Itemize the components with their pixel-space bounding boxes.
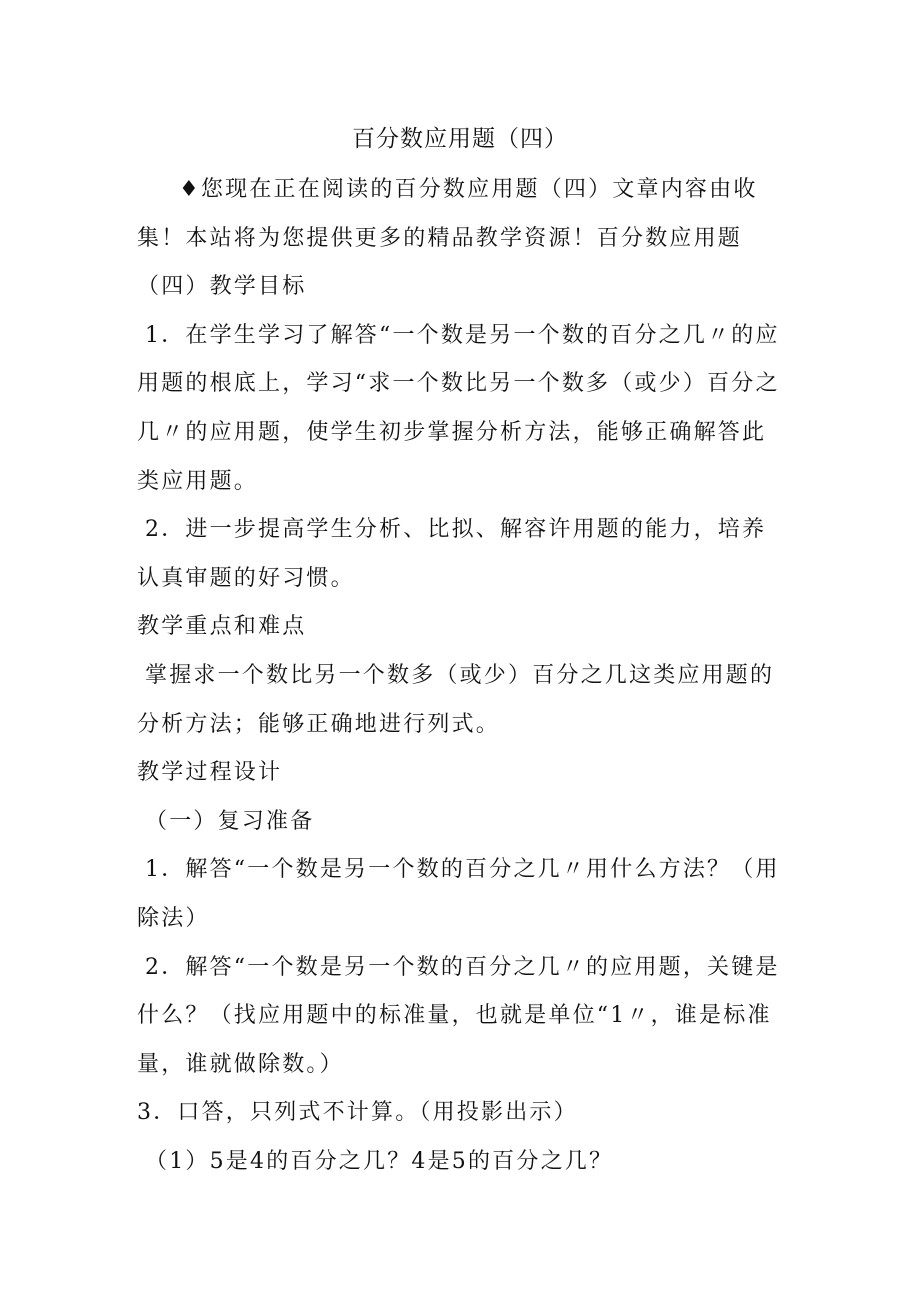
- goal-1-paragraph: 1．在学生学习了解答“一个数是另一个数的百分之几〃的应用题的根底上，学习“求一个数比另一个数多（或少）百分之几〃的应用题，使学生初步掌握分析方法，能够正确解答此类应用题。: [137, 322, 780, 494]
- review-3-paragraph: 3．口答，只列式不计算。（用投影出示）: [137, 1100, 578, 1126]
- review-1-paragraph: 1．解答“一个数是另一个数的百分之几〃用什么方法？（用除法）: [137, 857, 780, 931]
- review-2-paragraph: 2．解答“一个数是另一个数的百分之几〃的应用题，关键是什么？（找应用题中的标准量，也就是单位“1〃，谁是标准量，谁就做除数。）: [137, 954, 780, 1077]
- document-title: 百分数应用题（四）: [352, 126, 568, 152]
- key-points-paragraph: 掌握求一个数比另一个数多（或少）百分之几这类应用题的分析方法；能够正确地进行列式。: [137, 662, 775, 737]
- review-3-1-paragraph: （1）5是4的百分之几？4是5的百分之几？: [145, 1148, 614, 1174]
- section-1-heading: （一）复习准备: [145, 808, 315, 834]
- document-body: [137, 166, 789, 1186]
- process-heading: 教学过程设计: [137, 760, 283, 786]
- goal-2-paragraph: 2．进一步提高学生分析、比拟、解容许用题的能力，培养认真审题的好习惯。: [137, 517, 767, 591]
- intro-paragraph: ♦您现在正在阅读的百分数应用题（四）文章内容由收集！本站将为您提供更多的精品教学资源！百分数应用题（四）教学目标: [137, 177, 758, 300]
- key-points-heading: 教学重点和难点: [137, 614, 307, 640]
